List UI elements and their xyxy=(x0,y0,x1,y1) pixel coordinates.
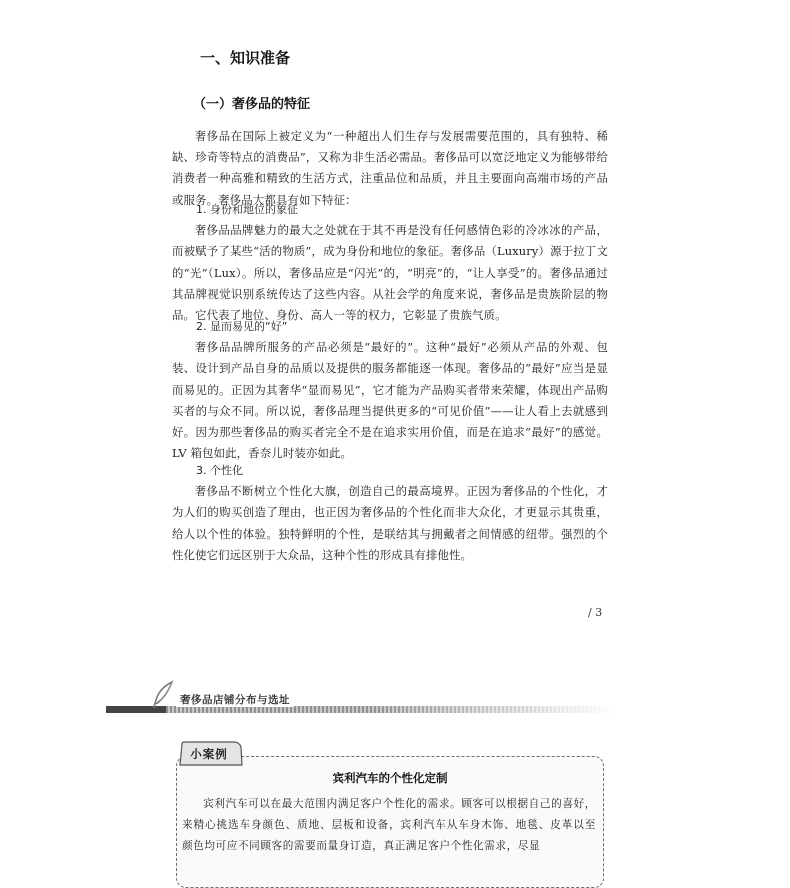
feature-heading: 3. 个性化 xyxy=(196,464,243,477)
feature-heading: 2. 显而易见的“好” xyxy=(196,320,288,333)
feature-paragraph: 奢侈品不断树立个性化大旗，创造自己的最高境界。正因为奢侈品的个性化，才为人们的购买创造了理由，也正因为奢侈品的个性化而非大众化，才更显示其贵重，给人以个性的体验。独特鲜明的个性，是联结其与拥戴者之间情感的纽带。强烈的个性化使它们远区别于大众品，这种个性的形成具有排他性。 xyxy=(172,484,608,562)
section-heading: 一、知识准备 xyxy=(200,49,291,67)
case-title: 宾利汽车的个性化定制 xyxy=(332,771,448,785)
case-tag xyxy=(178,741,244,766)
feature-2 xyxy=(172,316,608,464)
feature-3 xyxy=(172,460,608,566)
feature-1 xyxy=(172,199,608,326)
case-paragraph: 宾利汽车可以在最大范围内满足客户个性化的需求。顾客可以根据自己的喜好，来精心挑选车身颜色、质地、层板和设备，宾利汽车从车身木饰、地毯、皮革以至颜色均可应不同顾客的需要而量身订造，真正满足客户个性化需求，尽显 xyxy=(182,798,596,852)
feature-paragraph: 奢侈品品牌魅力的最大之处就在于其不再是没有任何感情色彩的冷冰冰的产品，而被赋予了某些“活的物质”，成为身份和地位的象征。奢侈品（Luxury）源于拉丁文的“光”（Lux）。所以，奢侈品应是“闪光”的，“明亮”的，“让人享受”的。奢侈品通过其品牌视觉识别系统传达了这些内容。从社会学的角度来说，奢侈品是贵族阶层的物品。它代表了地位、身份、高人一等的权力，它彰显了贵族气质。 xyxy=(172,223,608,323)
next-page-header xyxy=(100,678,620,718)
case-tag-label: 小案例 xyxy=(190,746,228,761)
feature-paragraph: 奢侈品品牌所服务的产品必须是“最好的”。这种“最好”必须从产品的外观、包装、设计到产品自身的品质以及提供的服务都能逐一体现。奢侈品的“最好”应当是显而易见的。正因为其奢华“显而易见”，它才能为产品购买者带来荣耀，体现出产品购买者的与众不同。所以说，奢侈品理当提供更多的“可见价值”——让人看上去就感到好。因为那些奢侈品的购买者完全不是在追求实用价值，而是在追求“最好”的感觉。LV 箱包如此，香奈儿时装亦如此。 xyxy=(172,340,608,461)
sub-heading: （一）奢侈品的特征 xyxy=(193,97,311,112)
feature-heading: 1. 身份和地位的象征 xyxy=(196,203,298,216)
header-bar-fade xyxy=(370,706,616,713)
header-title: 奢侈品店铺分布与选址 xyxy=(176,692,294,707)
page-number: / 3 xyxy=(588,606,603,619)
leaf-icon xyxy=(150,678,178,710)
intro-paragraph: 奢侈品在国际上被定义为“一种超出人们生存与发展需要范围的，具有独特、稀缺、珍奇等特点的消费品”，又称为非生活必需品。奢侈品可以宽泛地定义为能够带给消费者一种高雅和精致的生活方式，注重品位和品质，并且主要面向高端市场的产品或服务。奢侈品大都具有如下特征： xyxy=(172,129,608,207)
case-body xyxy=(182,794,596,857)
